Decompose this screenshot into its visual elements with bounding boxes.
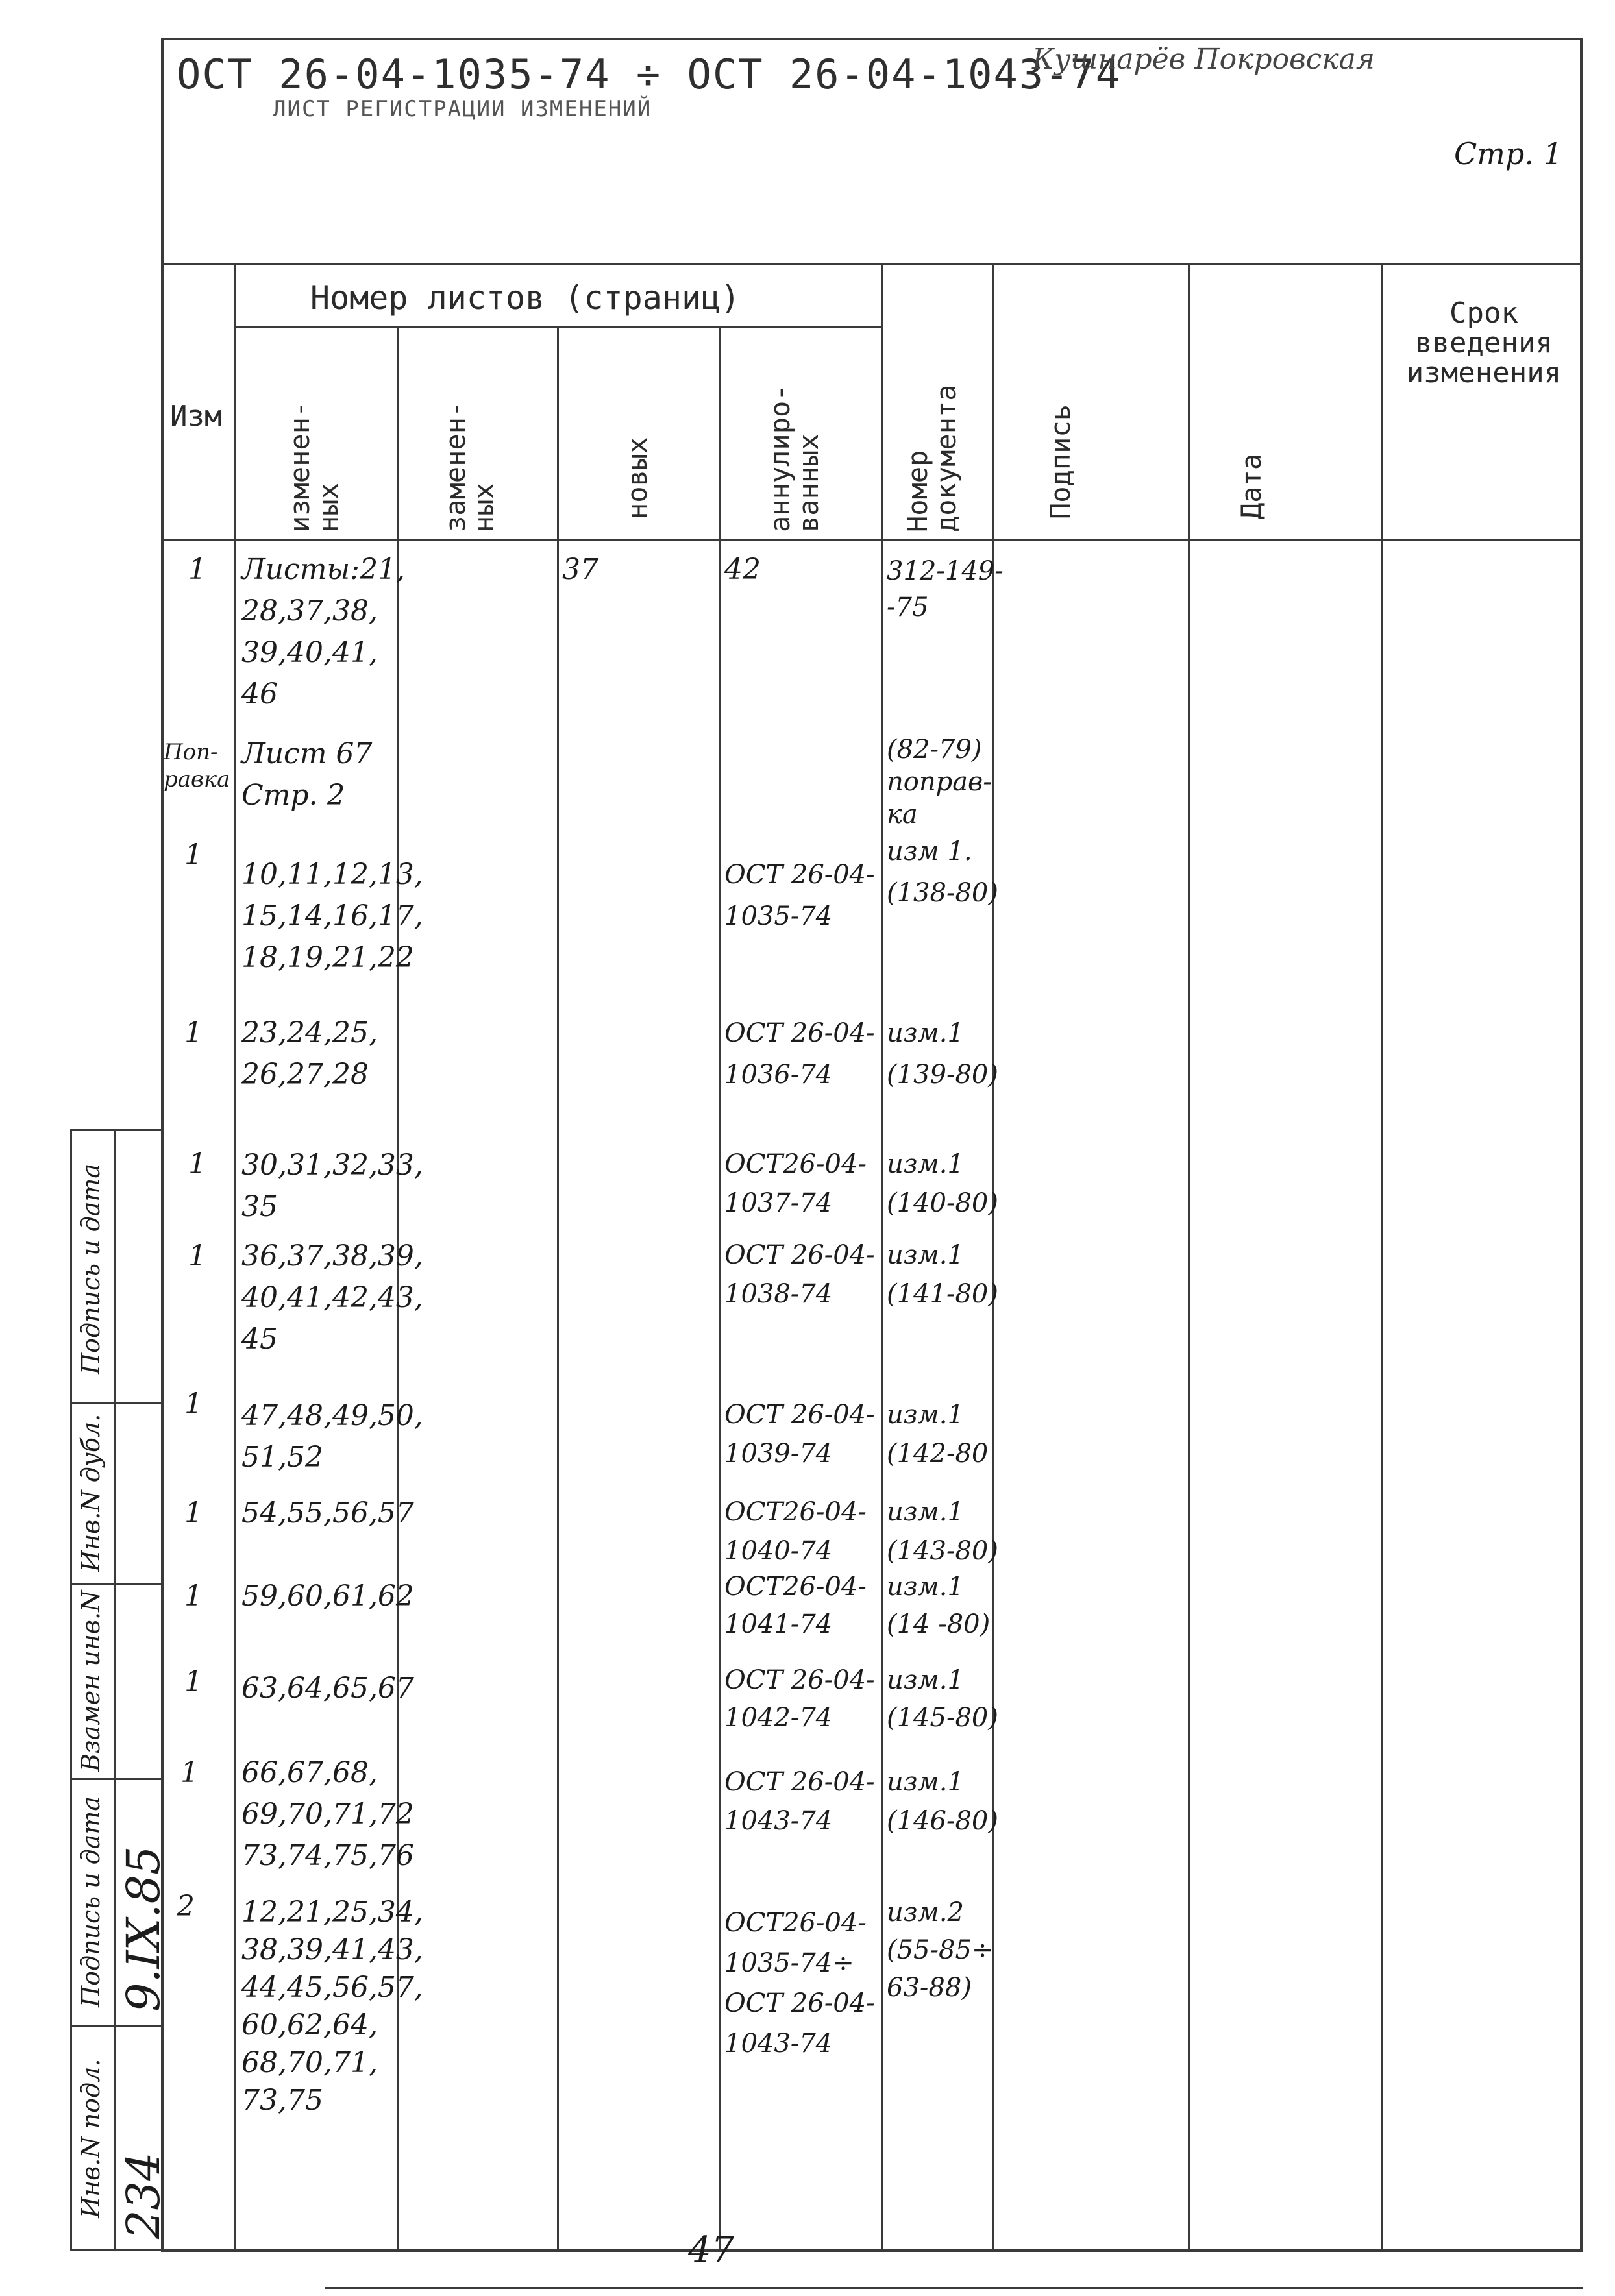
cell-change: 1 bbox=[184, 1387, 203, 1421]
cell-doc: изм.1 (141-80) bbox=[887, 1240, 998, 1309]
frame-top bbox=[161, 38, 1583, 40]
cell-annulled: ОСТ 26-04- 1039-74 bbox=[724, 1400, 875, 1469]
cell-doc: изм.1 (139-80) bbox=[887, 1018, 998, 1090]
col-header-replaced: заменен- ных bbox=[439, 400, 500, 532]
frame-bottom bbox=[161, 2249, 1583, 2252]
col-header-changed: изменен- ных bbox=[284, 400, 345, 532]
col-header-change: Изм bbox=[170, 400, 222, 433]
stamp-label-inv-dup: Инв.N дубл. bbox=[77, 1413, 105, 1572]
cell-doc: изм.2 (55-85÷ 63-88) bbox=[887, 1898, 994, 2003]
cell-change: 1 bbox=[184, 1580, 203, 1613]
cell-changed: 30,31,32,33, 35 bbox=[241, 1149, 423, 1223]
group-header-rule bbox=[235, 326, 883, 328]
stamp-div-1 bbox=[70, 1402, 162, 1404]
cell-changed: 23,24,25, 26,27,28 bbox=[241, 1016, 378, 1091]
standard-title: ОСТ 26-04-1035-74 ÷ ОСТ 26-04-1043-74 bbox=[177, 51, 1122, 98]
cell-annulled: ОСТ 26-04- 1042-74 bbox=[724, 1665, 875, 1733]
col-header-sheets-group: Номер листов (страниц) bbox=[310, 279, 741, 317]
cell-changed: 54,55,56,57 bbox=[241, 1496, 414, 1530]
stamp-label-sign-date-2: Подпись и дата bbox=[77, 1163, 105, 1374]
cell-changed: 10,11,12,13, 15,14,16,17, 18,19,21,22 bbox=[241, 858, 423, 974]
header-body-rule bbox=[161, 539, 1583, 541]
cell-change: 1 bbox=[184, 1496, 203, 1530]
page-number: 47 bbox=[688, 2229, 735, 2271]
stamp-div-2 bbox=[70, 1583, 162, 1585]
col-header-annulled: аннулиро- ванных bbox=[764, 384, 825, 532]
cell-changed: 59,60,61,62 bbox=[241, 1580, 414, 1613]
col-sep-5 bbox=[881, 263, 883, 2251]
sheet-subtitle: ЛИСТ РЕГИСТРАЦИИ ИЗМЕНЕНИЙ bbox=[273, 96, 652, 122]
col-sep-4 bbox=[719, 326, 721, 2251]
cell-change: 2 bbox=[177, 1890, 195, 1923]
cell-new: 37 bbox=[562, 553, 598, 586]
stamp-top bbox=[70, 1129, 162, 1131]
col-sep-3 bbox=[557, 326, 559, 2251]
cell-doc: изм.1 (140-80) bbox=[887, 1149, 998, 1218]
cell-change: 1 bbox=[184, 838, 203, 872]
cell-change: 1 bbox=[184, 1665, 203, 1698]
footer-rule bbox=[325, 2287, 1583, 2289]
document-header bbox=[162, 39, 1577, 253]
col-header-signature: Подпись bbox=[1044, 404, 1076, 519]
stamp-div-3 bbox=[70, 1778, 162, 1780]
cell-change: Поп- равка bbox=[164, 739, 230, 792]
cell-changed: 63,64,65,67 bbox=[241, 1672, 414, 1705]
col-header-deadline: Срок введения изменения bbox=[1406, 297, 1562, 389]
cell-doc: 312-149- -75 bbox=[887, 556, 1004, 622]
col-header-doc-number: Номер документа bbox=[902, 384, 963, 532]
col-header-new: новых bbox=[621, 437, 653, 519]
cell-doc: изм.1 (146-80) bbox=[887, 1767, 998, 1836]
cell-change: 1 bbox=[184, 1016, 203, 1049]
cell-change: 1 bbox=[188, 553, 206, 586]
cell-annulled: ОСТ 26-04- 1043-74 bbox=[724, 1767, 875, 1836]
page-label: Стр. 1 bbox=[1454, 136, 1562, 171]
stamp-inv-orig-value: 234 bbox=[117, 2152, 170, 2239]
stamp-label-inv-orig: Инв.N подл. bbox=[77, 2058, 105, 2218]
cell-change: 1 bbox=[188, 1240, 206, 1273]
stamp-left bbox=[70, 1129, 72, 2251]
stamp-label-replace-inv: Взамен инв.N bbox=[77, 1590, 105, 1772]
col-sep-8 bbox=[1381, 263, 1383, 2251]
cell-doc: изм.1 (143-80) bbox=[887, 1497, 998, 1566]
cell-changed: 47,48,49,50, 51,52 bbox=[241, 1399, 423, 1474]
cell-doc: изм.1 (14 -80) bbox=[887, 1572, 991, 1639]
frame-right bbox=[1580, 38, 1583, 2251]
cell-annulled: ОСТ26-04- 1041-74 bbox=[724, 1572, 867, 1639]
col-sep-1 bbox=[234, 263, 236, 2251]
cell-doc: изм.1 (142-80 bbox=[887, 1400, 989, 1469]
stamp-sign-date-value: 9.IX.85 bbox=[117, 1846, 170, 2012]
cell-annulled: ОСТ 26-04- 1036-74 bbox=[724, 1018, 875, 1090]
cell-annulled: ОСТ26-04- 1035-74÷ ОСТ 26-04- 1043-74 bbox=[724, 1908, 875, 2058]
stamp-bottom bbox=[70, 2249, 162, 2251]
cell-changed: 36,37,38,39, 40,41,42,43, 45 bbox=[241, 1240, 423, 1356]
col-header-date: Дата bbox=[1235, 453, 1267, 519]
stamp-label-sign-date-1: Подпись и дата bbox=[77, 1796, 105, 2007]
cell-annulled: 42 bbox=[724, 553, 761, 586]
cell-change: 1 bbox=[180, 1756, 199, 1789]
cell-annulled: ОСТ26-04- 1037-74 bbox=[724, 1149, 867, 1218]
header-handwritten-signature: Кушнарёв Покровская bbox=[1032, 43, 1375, 76]
cell-annulled: ОСТ 26-04- 1038-74 bbox=[724, 1240, 875, 1309]
cell-doc: (82-79) поправ- ка bbox=[887, 735, 992, 829]
cell-doc: изм.1 (145-80) bbox=[887, 1665, 998, 1733]
cell-doc: изм 1. (138-80) bbox=[887, 837, 998, 908]
cell-change: 1 bbox=[188, 1147, 206, 1180]
col-sep-7 bbox=[1188, 263, 1190, 2251]
cell-changed: 66,67,68, 69,70,71,72 73,74,75,76 bbox=[241, 1756, 414, 1872]
stamp-mid bbox=[114, 1129, 116, 2251]
cell-annulled: ОСТ26-04- 1040-74 bbox=[724, 1497, 867, 1566]
table-top-rule bbox=[161, 263, 1583, 265]
stamp-div-4 bbox=[70, 2025, 162, 2027]
cell-annulled: ОСТ 26-04- 1035-74 bbox=[724, 860, 875, 931]
cell-changed: Листы:21, 28,37,38, 39,40,41, 46 bbox=[241, 553, 406, 711]
cell-changed: Лист 67 Стр. 2 bbox=[241, 737, 373, 812]
cell-changed: 12,21,25,34, 38,39,41,43, 44,45,56,57, 60,62,64, 68,70,71, 73,75 bbox=[241, 1896, 423, 2117]
